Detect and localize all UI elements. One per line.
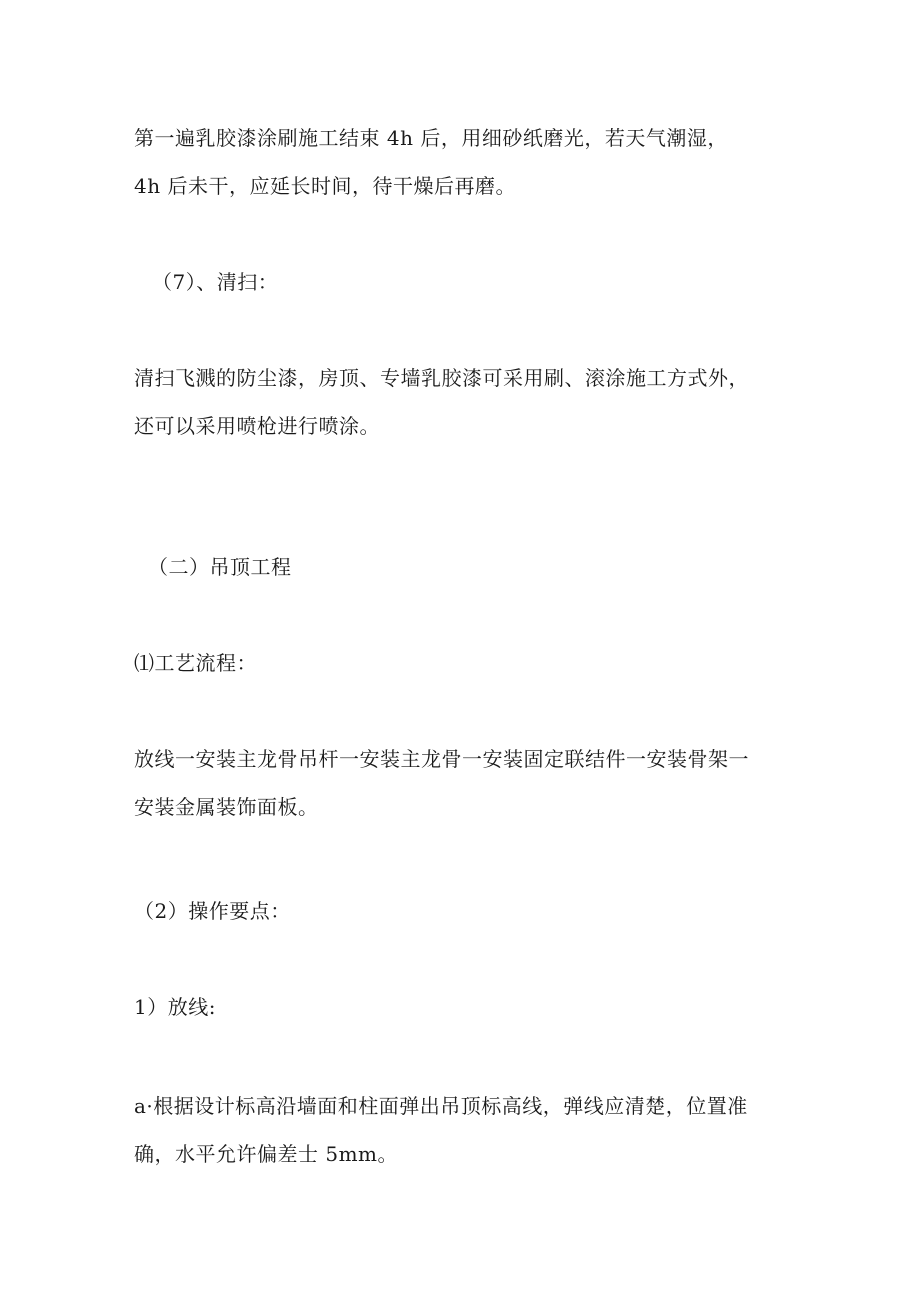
paragraph-4-line-2: 确，水平允许偏差士 5mm。 bbox=[134, 1142, 399, 1166]
paragraph-3-line-2: 安装金属装饰面板。 bbox=[134, 795, 319, 819]
section-heading-ceiling: （二）吊顶工程 bbox=[148, 555, 292, 579]
paragraph-1-line-1: 第一遍乳胶漆涂刷施工结束 4h 后，用细砂纸磨光，若天气潮湿， bbox=[134, 126, 728, 150]
paragraph-3-line-1: 放线一安装主龙骨吊杆一安装主龙骨一安装固定联结件一安装骨架一 bbox=[134, 747, 749, 771]
paragraph-2-line-2: 还可以采用喷枪进行喷涂。 bbox=[134, 414, 380, 438]
heading-operation-points: （2）操作要点： bbox=[134, 899, 291, 923]
heading-process-flow: ⑴工艺流程： bbox=[134, 651, 257, 675]
heading-setting-out: 1）放线: bbox=[134, 995, 216, 1019]
paragraph-2-line-1: 清扫飞溅的防尘漆，房顶、专墙乳胶漆可采用刷、滚涂施工方式外， bbox=[134, 366, 749, 390]
paragraph-1-line-2: 4h 后未干，应延长时间，待干燥后再磨。 bbox=[134, 174, 516, 198]
heading-cleaning: （7）、清扫： bbox=[152, 270, 279, 294]
paragraph-4-line-1: a·根据设计标高沿墙面和柱面弹出吊顶标高线，弹线应清楚，位置准 bbox=[134, 1094, 748, 1118]
